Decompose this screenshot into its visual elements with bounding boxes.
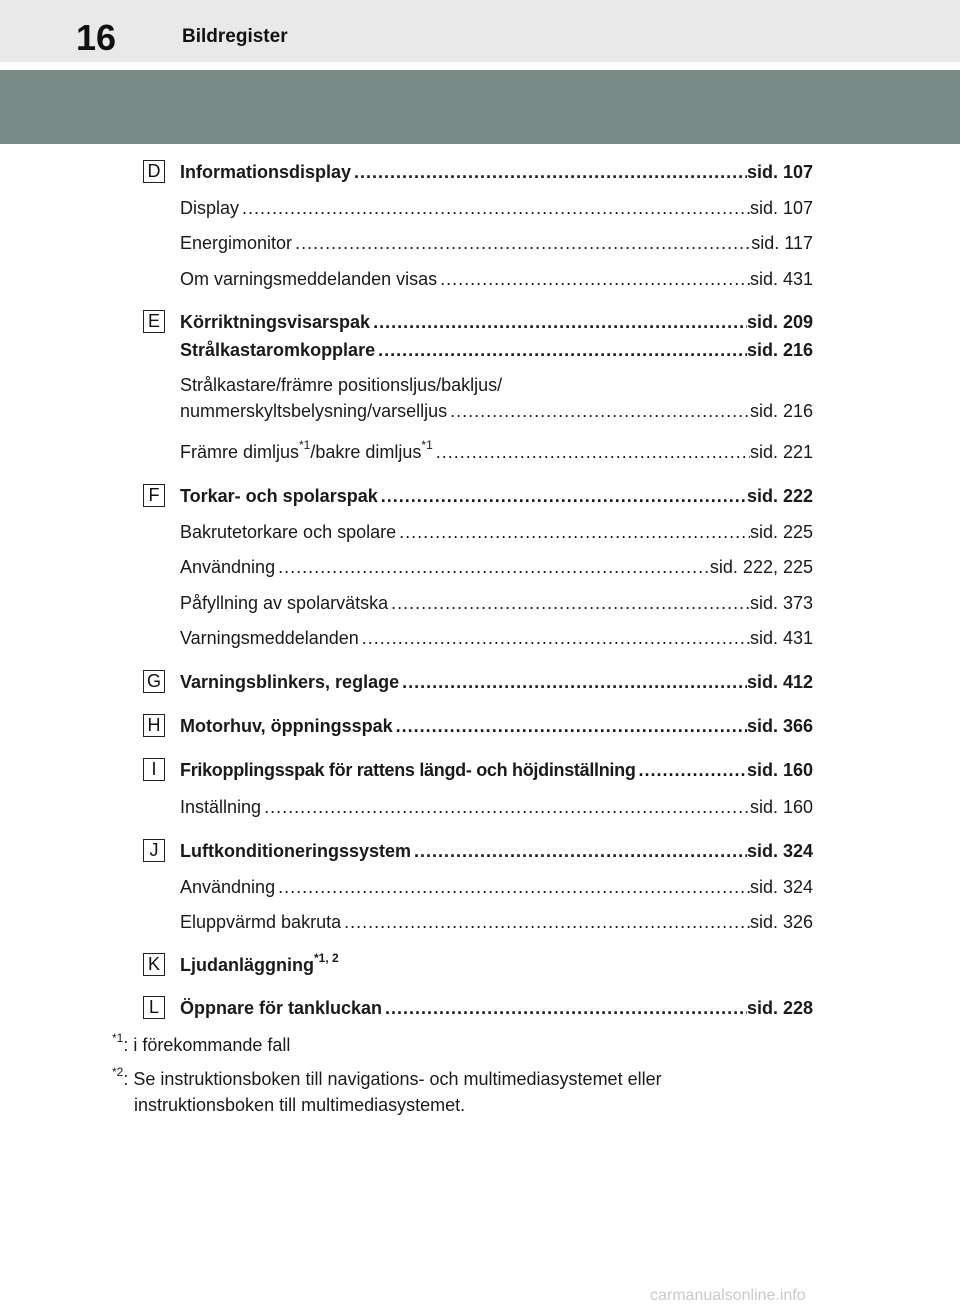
leader-dots: [396, 520, 750, 544]
footnote-1: [112, 1033, 290, 1057]
leader-dots: [393, 714, 747, 738]
index-subentry: [180, 910, 813, 934]
entry-label: Användning: [180, 877, 276, 897]
leader-dots: [261, 795, 750, 819]
index-subentry: [180, 267, 813, 291]
index-subentry: [180, 440, 813, 466]
entry-page: sid. 228: [746, 998, 813, 1018]
section-letter-e: E: [143, 310, 165, 333]
entry-label: Varningsmeddelanden: [180, 628, 359, 648]
leader-dots: [378, 484, 747, 508]
page-title: Bildregister: [182, 26, 288, 47]
entry-page: sid. 431: [749, 269, 813, 289]
index-entry: [180, 996, 813, 1020]
leader-dots: [292, 231, 751, 255]
leader-dots: [399, 670, 747, 694]
entry-page: sid. 326: [749, 912, 813, 932]
entry-label: Användning: [180, 557, 276, 577]
entry-page: sid. 107: [749, 198, 813, 218]
index-subentry: [180, 231, 813, 255]
entry-label-part: /bakre dimljus: [310, 442, 422, 462]
entry-label: Ljudanläggning: [180, 955, 314, 975]
section-letter-k: K: [143, 953, 165, 976]
leader-dots: [382, 996, 747, 1020]
entry-label: Energimonitor: [180, 233, 293, 253]
entry-page: sid. 225: [749, 522, 813, 542]
entry-page: sid. 117: [751, 233, 813, 253]
entry-label: Display: [180, 198, 240, 218]
entry-label: Körriktningsvisarspak: [180, 312, 371, 332]
entry-label: Inställning: [180, 797, 262, 817]
leader-dots: [275, 555, 710, 579]
entry-label: Bakrutetorkare och spolare: [180, 522, 397, 542]
leader-dots: [437, 267, 750, 291]
section-letter-j: J: [143, 839, 165, 862]
section-letter-g: G: [143, 670, 165, 693]
entry-label: Öppnare för tankluckan: [180, 998, 383, 1018]
entry-page: sid. 373: [749, 593, 813, 613]
entry-label: Påfyllning av spolarvätska: [180, 593, 389, 613]
leader-dots: [370, 310, 747, 334]
entry-label: Om varningsmeddelanden visas: [180, 269, 438, 289]
entry-page: sid. 216: [749, 401, 813, 421]
watermark: carmanualsonline.info: [650, 1287, 806, 1304]
page-number: 16: [76, 17, 117, 58]
leader-dots: [239, 196, 750, 220]
leader-dots: [375, 338, 747, 362]
footnote-2: [112, 1067, 662, 1091]
entry-label-line1: Strålkastare/främre positionsljus/bakljus/: [180, 375, 503, 395]
entry-label: Torkar- och spolarspak: [180, 486, 378, 506]
index-entry: [180, 714, 813, 738]
entry-page: sid. 216: [746, 340, 813, 360]
leader-dots: [275, 875, 750, 899]
entry-page: sid. 160: [746, 760, 813, 780]
entry-page: sid. 431: [749, 628, 813, 648]
index-subentry: [180, 399, 813, 423]
leader-dots: [359, 626, 750, 650]
index-subentry: [180, 555, 813, 579]
footnote-text: : Se instruktionsboken till navigations- och multimediasystemet eller: [123, 1069, 662, 1089]
entry-page: sid. 366: [746, 716, 813, 736]
section-letter-d: D: [143, 160, 165, 183]
leader-dots: [636, 758, 747, 782]
entry-page: sid. 160: [749, 797, 813, 817]
index-entry: [180, 758, 813, 782]
index-subentry: [180, 591, 813, 615]
section-letter-l: L: [143, 996, 165, 1019]
leader-dots: [433, 440, 750, 464]
entry-page: sid. 222: [746, 486, 813, 506]
entry-page: sid. 221: [749, 442, 813, 462]
header-band: [0, 70, 960, 144]
footnote-ref: *1: [299, 440, 311, 452]
leader-dots: [388, 591, 750, 615]
entry-page: sid. 324: [746, 841, 813, 861]
footnote-mark: *2: [112, 1065, 124, 1079]
index-subentry: [180, 520, 813, 544]
footnote-ref: *1: [421, 440, 433, 452]
entry-label: Strålkastaromkopplare: [180, 340, 376, 360]
index-entry: [180, 953, 339, 977]
index-subentry: [180, 626, 813, 650]
entry-page: sid. 209: [746, 312, 813, 332]
entry-page: sid. 412: [746, 672, 813, 692]
section-letter-i: I: [143, 758, 165, 781]
leader-dots: [351, 160, 747, 184]
index-entry: [180, 839, 813, 863]
entry-label: Motorhuv, öppningsspak: [180, 716, 393, 736]
entry-page: sid. 222, 225: [709, 557, 813, 577]
entry-label: [180, 440, 433, 464]
header-bar: [0, 0, 960, 62]
index-subentry: [180, 795, 813, 819]
entry-label: nummerskyltsbelysning/varselljus: [180, 401, 448, 421]
entry-label: Luftkonditioneringssystem: [180, 841, 412, 861]
leader-dots: [341, 910, 750, 934]
leader-dots: [411, 839, 747, 863]
entry-page: sid. 324: [749, 877, 813, 897]
entry-page: sid. 107: [746, 162, 813, 182]
section-letter-h: H: [143, 714, 165, 737]
entry-label: Frikopplingsspak för rattens längd- och höjdinställning: [180, 760, 636, 780]
footnote-text: : i förekommande fall: [123, 1035, 291, 1055]
index-entry: [180, 484, 813, 508]
entry-label-part: Främre dimljus: [180, 442, 300, 462]
footnote-ref: *1, 2: [313, 951, 339, 965]
footnote-mark: *1: [112, 1031, 124, 1045]
entry-label: Informationsdisplay: [180, 162, 352, 182]
index-entry: [180, 338, 813, 362]
entry-label: Varningsblinkers, reglage: [180, 672, 400, 692]
index-subentry: [180, 196, 813, 220]
leader-dots: [447, 399, 750, 423]
index-entry: [180, 160, 813, 184]
index-subentry: [180, 875, 813, 899]
section-letter-f: F: [143, 484, 165, 507]
entry-label: Eluppvärmd bakruta: [180, 912, 342, 932]
index-entry: [180, 670, 813, 694]
index-entry: [180, 310, 813, 334]
footnote-2-continued: instruktionsboken till multimediasystemet.: [134, 1095, 466, 1115]
